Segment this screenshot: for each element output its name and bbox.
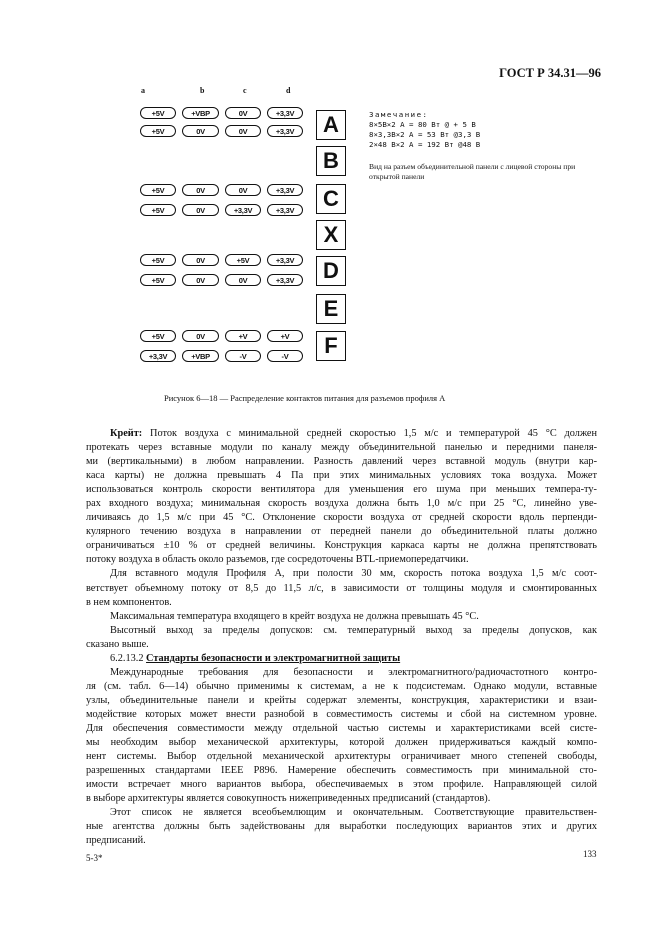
text-line: разрешенных стандартами IEEE P896. Намерение обеспечить совместимость при минимальной сто-	[86, 765, 597, 777]
figure-caption: Рисунок 6—18 — Распределение контактов питания для разъемов профиля А	[164, 393, 446, 403]
pin-5b: 0V	[182, 254, 219, 266]
pin-6b: 0V	[182, 274, 219, 286]
pin-7b: 0V	[182, 330, 219, 342]
pin-3b: 0V	[182, 184, 219, 196]
text-line: Поток воздуха с минимальной средней скоростью 1,5 м/с и температурой 45 °С должен	[142, 428, 597, 439]
text-line: использоваться контроль скорости вентилятора для уменьшения его шума при меньших темпера-ту-	[86, 484, 597, 496]
segment-d: D	[316, 256, 346, 286]
text-line: ветствует объемному потоку от 8,5 до 11,5 л/с, в зависимости от толщины модуля и смонтированных	[86, 582, 597, 594]
segment-e: E	[316, 294, 346, 324]
pin-8d: -V	[267, 350, 303, 362]
pin-1a: +5V	[140, 107, 176, 119]
document-header: ГОСТ Р 34.31—96	[499, 66, 601, 80]
text-line: ограничиваться ±10 % от средней величины. Конструкция каркаса карты не должна препятствовать	[86, 540, 597, 552]
column-label-a: a	[141, 86, 145, 95]
pin-1b: +VBP	[182, 107, 219, 119]
section-heading	[86, 652, 597, 666]
text-line: Высотный выход за пределы допусков: см. температурный выход за пределы допусков, как	[110, 624, 597, 636]
pin-5c: +5V	[225, 254, 261, 266]
text-line: имости встречает много вариантов выбора, обеспечиваемых в этом профиле. Направляющей силой	[86, 779, 597, 791]
column-label-d: d	[286, 86, 291, 95]
pin-6d: +3,3V	[267, 274, 303, 286]
text-line: ные агентства должны быть задействованы для выработки последующих вариантов этих и других	[86, 821, 597, 833]
text-line: кулярного течению воздуха в направлении от передней панели до объединительной платы должно	[86, 526, 597, 538]
text-line: Для обеспечения совместимости между отдельной частью системы и характеристиками всей систе-	[86, 722, 597, 734]
note-line: 8×5В×2 А = 80 Вт @ + 5 В	[369, 120, 476, 129]
section-number: 6.2.13.2	[110, 652, 144, 664]
text-line: протекать через вставные модули по каналу между объединительной панелью и передними панеля-	[86, 442, 597, 454]
note-title: Замечание:	[369, 110, 429, 119]
text-line: Этот список не является всеобъемлющим и окончательным. Соответствующие правительствен-	[110, 807, 597, 819]
pin-1d: +3,3V	[267, 107, 303, 119]
text-line: узлы, объединительные панели и крейты содержат элементы, конструкция, характеристики и взаи-	[86, 694, 597, 706]
pin-2c: 0V	[225, 125, 261, 137]
pin-7d: +V	[267, 330, 303, 342]
pin-5d: +3,3V	[267, 254, 303, 266]
text-line: в выборе архитектуры является совокупность нижеприведенных предписаний (стандартов).	[86, 793, 491, 805]
segment-b: B	[316, 146, 346, 176]
text-line: модействие которых может внести разнобой в совместимость системы и сбой на системном уровне.	[86, 708, 597, 720]
pin-7c: +V	[225, 330, 261, 342]
pin-4b: 0V	[182, 204, 219, 216]
text-line: нент системы. Выбор отдельной механической архитектуры ограничивает много степеней свободы,	[86, 751, 597, 763]
text-line: ля (см. табл. 6—14) обычно применимы к системам, а не к подсистемам. Однако модули, вставные	[86, 680, 597, 692]
pin-8c: -V	[225, 350, 261, 362]
note-line: 8×3,3В×2 А = 53 Вт @3,3 В	[369, 130, 481, 139]
text-line: мы необходим выбор механической архитектуры, которой должен придерживаться каждый компо-	[86, 737, 597, 749]
pin-3d: +3,3V	[267, 184, 303, 196]
pin-4d: +3,3V	[267, 204, 303, 216]
text-line: личиваясь до 1,5 м/с при 45 °С. Отклонение скорости воздуха от средней скорости вдоль перпенди-	[86, 512, 597, 524]
pin-6c: 0V	[225, 274, 261, 286]
view-description: Вид на разъем объединительной панели с лицевой стороны при открытой панели	[369, 162, 576, 181]
crate-label: Крейт:	[110, 428, 143, 439]
text-line: рах входного воздуха; минимальная скорость воздуха должна быть 1,0 м/с при 25 °С, линейно уве-	[86, 498, 597, 510]
text-line: Для вставного модуля Профиля А, при полости 30 мм, скорость потока воздуха 1,5 м/с соот-	[110, 568, 597, 580]
pin-7a: +5V	[140, 330, 176, 342]
pin-3c: 0V	[225, 184, 261, 196]
text-line: Международные требования для безопасности и электромагнитного/радиочастотного контро-	[110, 666, 597, 678]
text-line: сказано выше.	[86, 638, 149, 650]
note-line: 2×48 В×2 А = 192 Вт @48 В	[369, 140, 481, 149]
text-line: потоку воздуха в область около разъемов, где сосредоточены BTL-приемопередатчики.	[86, 554, 469, 566]
pin-8a: +3,3V	[140, 350, 176, 362]
pin-4c: +3,3V	[225, 204, 261, 216]
pin-2a: +5V	[140, 125, 176, 137]
body-text	[86, 427, 597, 848]
pin-2b: 0V	[182, 125, 219, 137]
text-line: предписаний.	[86, 835, 146, 847]
column-label-c: c	[243, 86, 247, 95]
page-number: 133	[583, 849, 597, 859]
text-line: каса карты) не должна превышать 4 Па при этих минимальных условиях тока воздуха. Может	[86, 470, 597, 482]
pin-5a: +5V	[140, 254, 176, 266]
pin-6a: +5V	[140, 274, 176, 286]
text-line: ми (вертикальными) в любом направлении. Разность давлений через вставной модуль (внутри кар-	[86, 456, 597, 468]
segment-x: X	[316, 220, 346, 250]
segment-c: C	[316, 184, 346, 214]
segment-f: F	[316, 331, 346, 361]
footer-signature: 5-3*	[86, 853, 103, 863]
column-label-b: b	[200, 86, 205, 95]
pin-4a: +5V	[140, 204, 176, 216]
pin-1c: 0V	[225, 107, 261, 119]
text-line: в нем компонентов.	[86, 596, 172, 608]
text-line: Максимальная температура входящего в крейт воздуха не должна превышать 45 °С.	[110, 610, 479, 622]
pin-8b: +VBP	[182, 350, 219, 362]
segment-a: A	[316, 110, 346, 140]
section-title: Стандарты безопасности и электромагнитной защиты	[146, 652, 401, 664]
pin-3a: +5V	[140, 184, 176, 196]
pin-2d: +3,3V	[267, 125, 303, 137]
